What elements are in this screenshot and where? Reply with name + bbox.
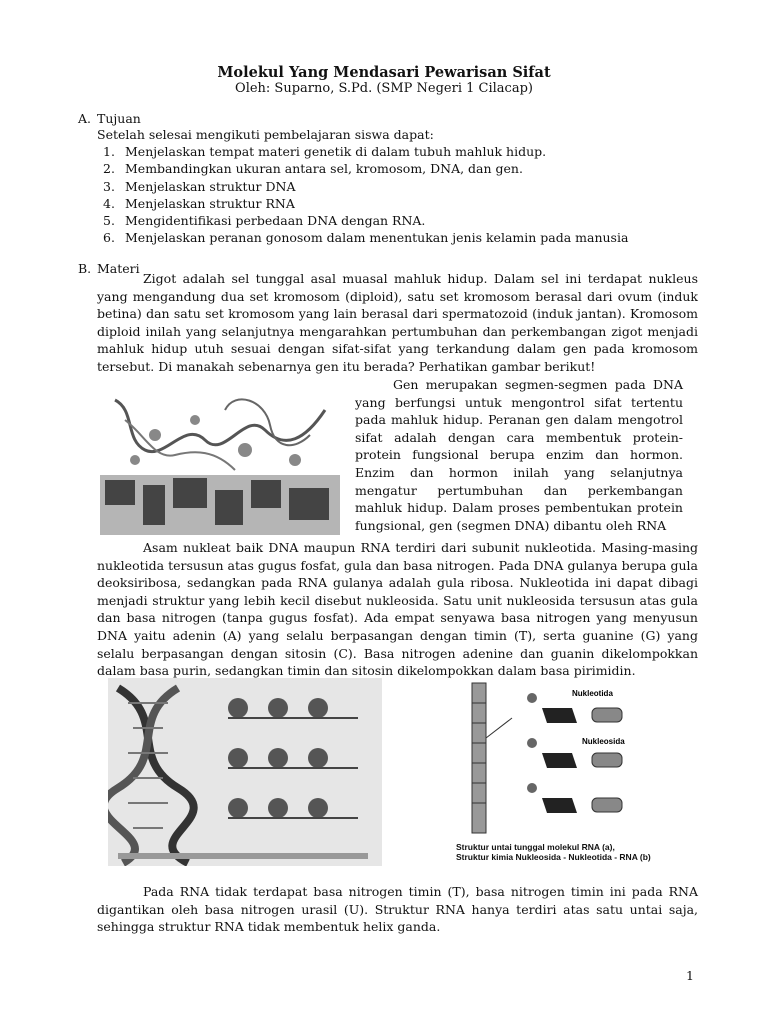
list-item: Mengidentifikasi perbedaan DNA dengan RNA. bbox=[125, 213, 426, 228]
page-number: 1 bbox=[686, 968, 694, 983]
list-number: 4. bbox=[103, 196, 115, 211]
paragraph-gen: Gen merupakan segmen-segmen pada DNA yang berfungsi untuk mengontrol sifat tertentu pada mahluk hidup. Peranan gen dalam mengotrol sifat adalah dengan cara membentuk protein-protein fungsional berupa enzim dan hormon. Enzim dan hormon inilah yang selanjutnya mengatur pertumbuhan dan perkembangan mahluk hidup. Dalam proses pembentukan protein fungsional, gen (segmen DNA) dibantu oleh RNA bbox=[355, 377, 683, 533]
list-item: Menjelaskan struktur DNA bbox=[125, 179, 296, 194]
paragraph-asam-nukleat: Asam nukleat baik DNA maupun RNA terdiri dari subunit nukleotida. Masing-masing nukleotida tersusun atas gugus fosfat, gula dan basa nitrogen. Pada DNA gulanya berupa gula deoksiribosa, sedangkan pada RNA gulanya adalah gula ribosa. Nukleotida ini dapat dibagi menjadi struktur yang lebih kecil disebut nukleosida. Satu unit nukleosida tersusun atas gula dan basa nitrogen (tanpa gugus fosfat). Ada empat senyawa basa nitrogen yang menyusun DNA yaitu adenin (A) yang selalu berpasangan dengan timin (T), serta guanine (G) yang selalu berpasangan dengan sitosin (C). Basa nitrogen adenine dan guanin dikelompokkan dalam basa purin, sedangkan timin dan sitosin dikelompokkan dalam basa pirimidin. bbox=[97, 540, 698, 679]
section-a-intro: Setelah selesai mengikuti pembelajaran siswa dapat: bbox=[97, 127, 434, 142]
page-title: Molekul Yang Mendasari Pewarisan Sifat bbox=[217, 64, 551, 81]
rna-structure-figure bbox=[452, 678, 662, 866]
section-a-letter: A. bbox=[78, 111, 92, 126]
list-number: 6. bbox=[103, 230, 115, 245]
section-b-letter: B. bbox=[78, 261, 92, 276]
nukleotida-label: Nukleotida bbox=[572, 689, 613, 698]
author-line: Oleh: Suparno, S.Pd. (SMP Negeri 1 Cilacap) bbox=[235, 81, 533, 96]
list-item: Menjelaskan peranan gonosom dalam menentukan jenis kelamin pada manusia bbox=[125, 230, 629, 245]
section-b-heading: Materi bbox=[97, 261, 140, 276]
dna-helix-figure bbox=[108, 678, 382, 866]
paragraph-rna: Pada RNA tidak terdapat basa nitrogen timin (T), basa nitrogen timin ini pada RNA digantikan oleh basa nitrogen urasil (U). Struktur RNA hanya terdiri atas satu untai saja, sehingga struktur RNA tidak membentuk helix ganda. bbox=[97, 884, 698, 935]
rna-figure-caption: Struktur untai tunggal molekul RNA (a), Struktur kimia Nukleosida - Nukleotida - RNA (b) bbox=[456, 842, 651, 862]
list-item: Menjelaskan tempat materi genetik di dalam tubuh mahluk hidup. bbox=[125, 144, 547, 159]
list-number: 3. bbox=[103, 179, 115, 194]
section-a-heading: Tujuan bbox=[97, 111, 141, 126]
chromosome-dna-figure bbox=[95, 380, 345, 540]
list-number: 1. bbox=[103, 144, 115, 159]
paragraph-zigot: Zigot adalah sel tunggal asal muasal mahluk hidup. Dalam sel ini terdapat nukleus yang mengandung dua set kromosom (diploid), satu set kromosom berasal dari ovum (induk betina) dan satu set kromosom yang lain berasal dari spermatozoid (induk jantan). Kromosom diploid inilah yang selanjutnya mengarahkan pertumbuhan dan perkembangan zigot menjadi mahluk hidup utuh sesuai dengan sifat-sifat yang terkandung dalam gen pada kromosom tersebut. Di manakah sebenarnya gen itu berada? Perhatikan gambar berikut! bbox=[97, 271, 698, 374]
list-item: Menjelaskan struktur RNA bbox=[125, 196, 295, 211]
list-item: Membandingkan ukuran antara sel, kromosom, DNA, dan gen. bbox=[125, 161, 523, 176]
list-number: 2. bbox=[103, 161, 115, 176]
nukleosida-label: Nukleosida bbox=[582, 737, 625, 746]
list-number: 5. bbox=[103, 213, 115, 228]
